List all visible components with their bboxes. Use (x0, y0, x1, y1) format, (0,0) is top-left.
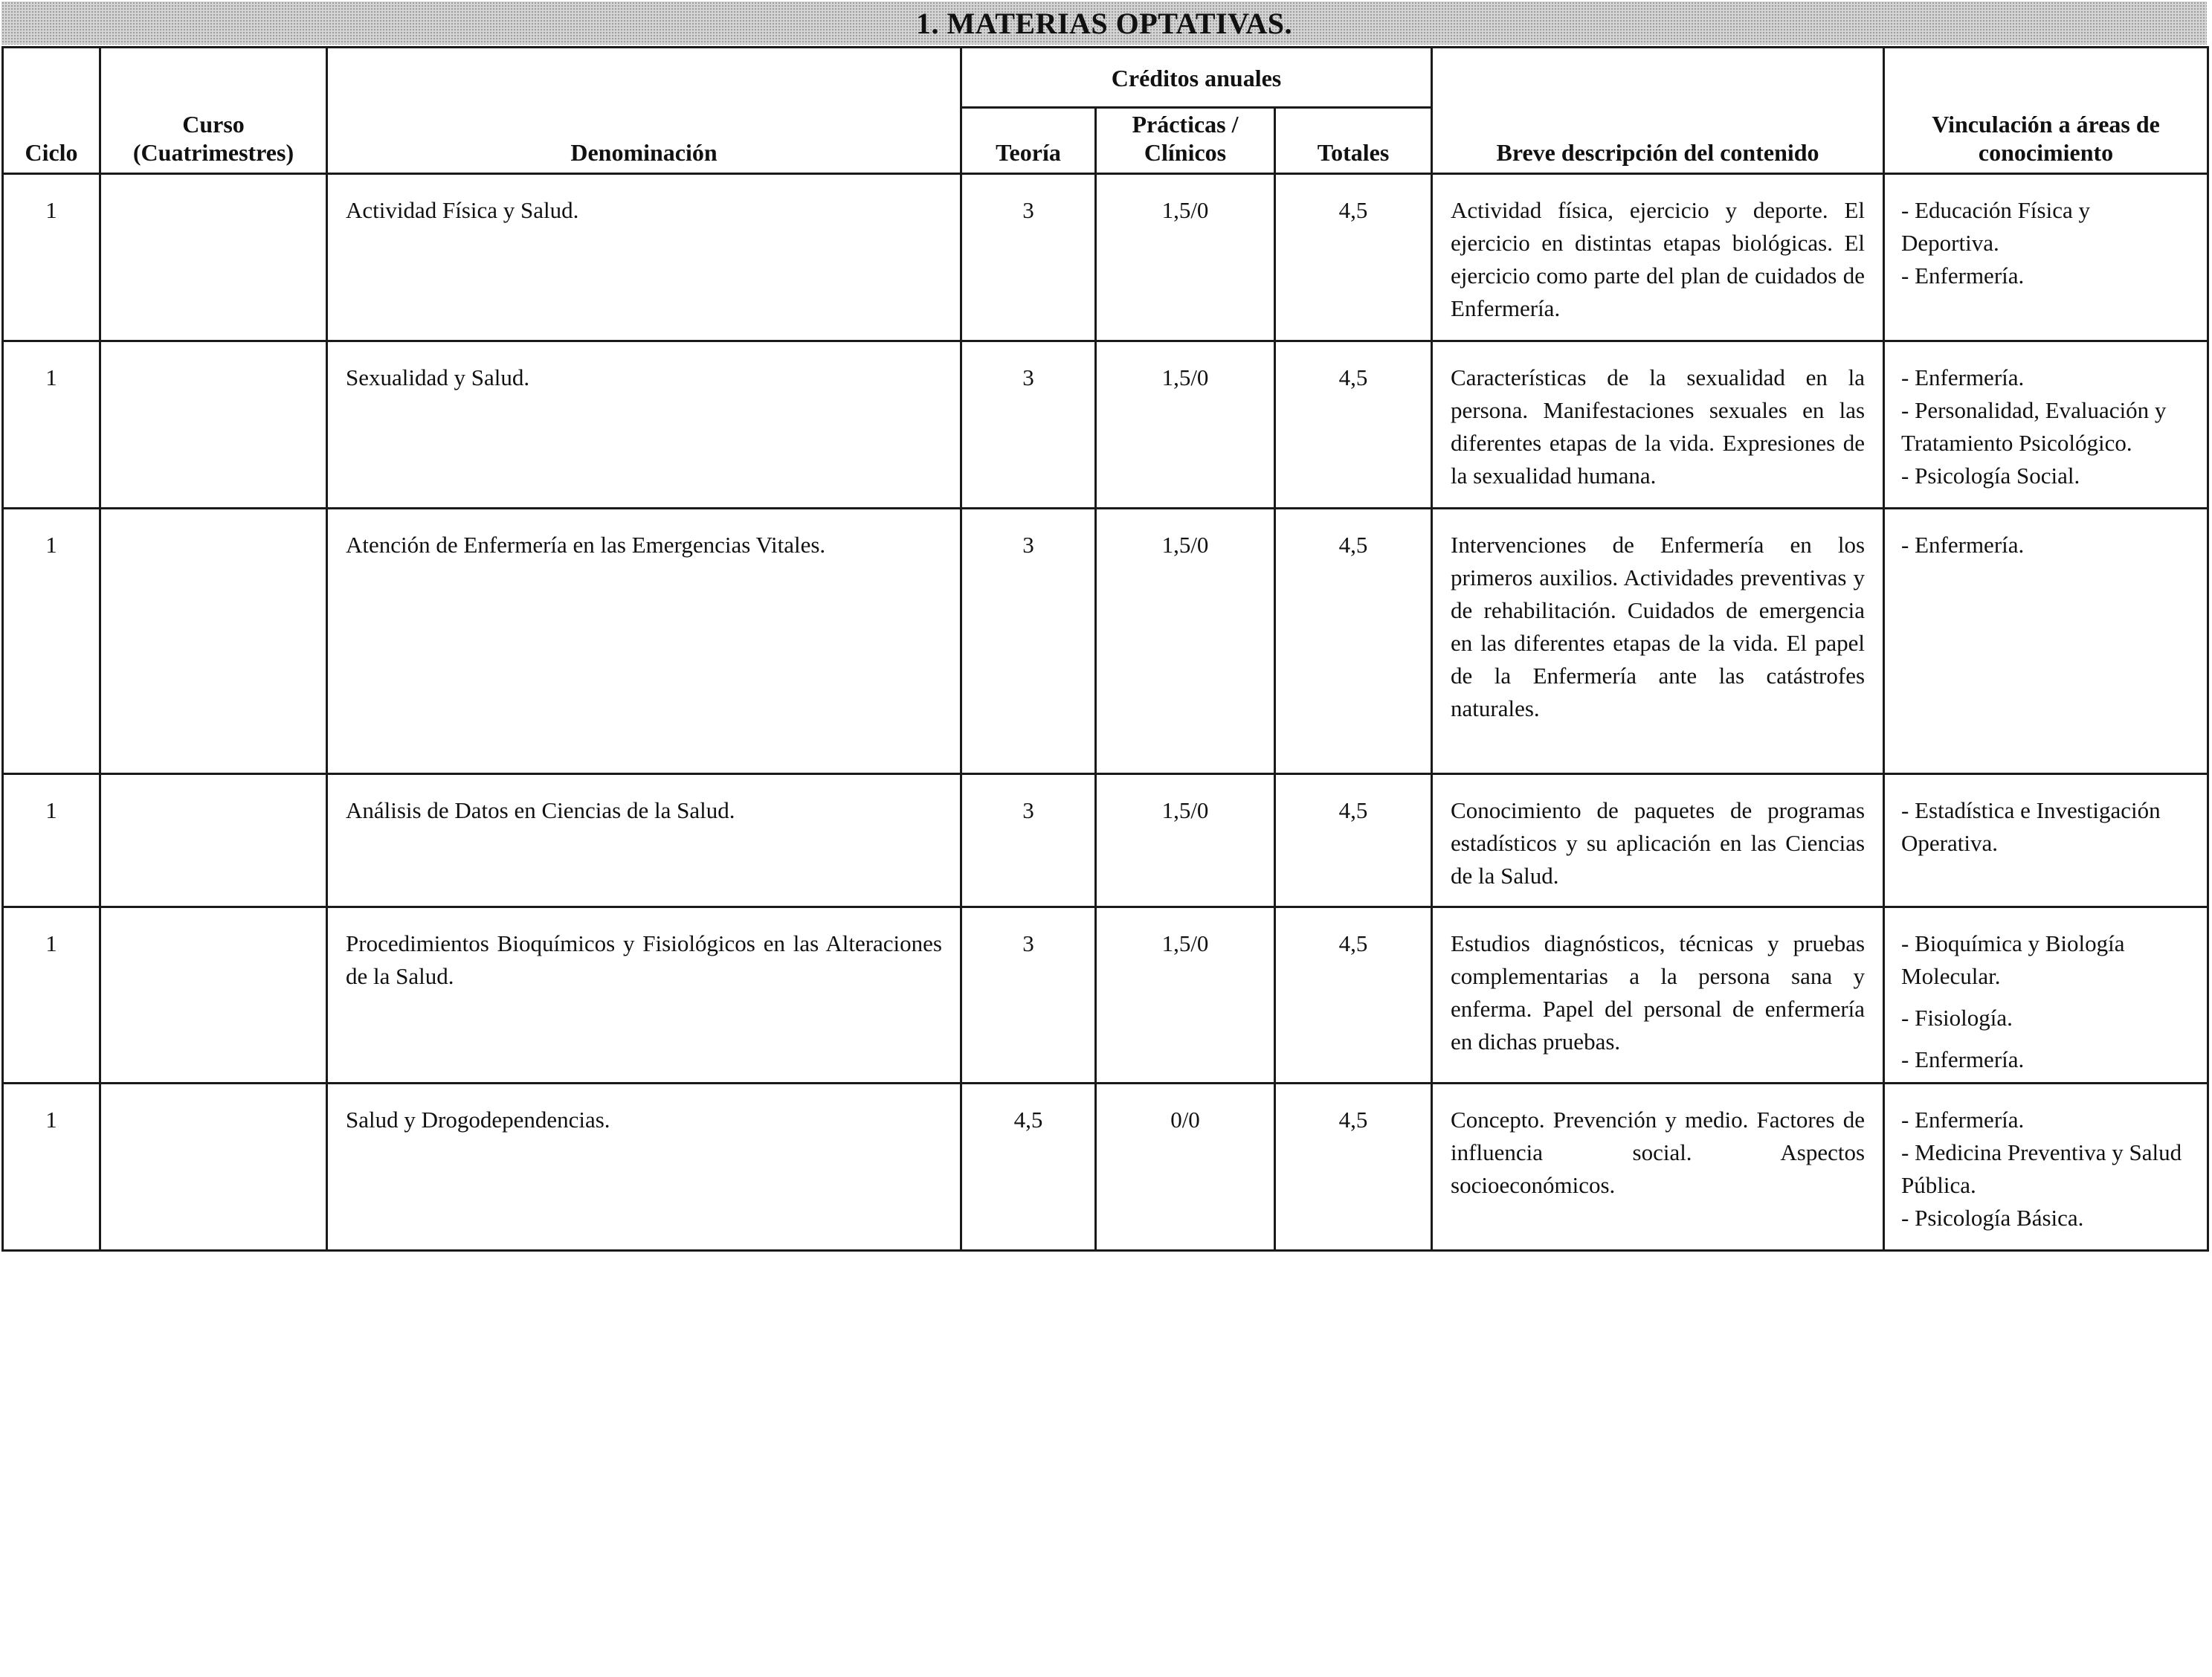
cell-practicas: 1,5/0 (1096, 774, 1275, 907)
header-denominacion: Denominación (327, 48, 961, 174)
area-item: - Medicina Preventiva y Salud Pública. (1901, 1139, 2182, 1198)
area-item: - Personalidad, Evaluación y Tratamiento Psicológico. (1901, 397, 2167, 456)
cell-vinculacion (1884, 509, 2208, 774)
cell-practicas: 1,5/0 (1096, 907, 1275, 1084)
cell-curso (100, 907, 327, 1084)
area-item: - Estadística e Investigación Operativa. (1901, 797, 2161, 856)
area-item: - Psicología Básica. (1901, 1205, 2084, 1231)
cell-denominacion: Procedimientos Bioquímicos y Fisiológicos en las Alteraciones de la Salud. (327, 907, 961, 1084)
cell-teoria: 3 (961, 907, 1096, 1084)
cell-totales: 4,5 (1275, 774, 1432, 907)
cell-totales: 4,5 (1275, 907, 1432, 1084)
cell-totales: 4,5 (1275, 174, 1432, 341)
area-item: - Enfermería. (1901, 532, 2025, 558)
table-body (3, 174, 2208, 1251)
cell-teoria: 3 (961, 774, 1096, 907)
header-practicas: Prácticas / Clínicos (1096, 108, 1275, 174)
cell-vinculacion (1884, 907, 2208, 1084)
section-title-bar (1, 1, 2207, 45)
area-item: - Enfermería. (1901, 263, 2025, 289)
cell-vinculacion (1884, 341, 2208, 509)
area-item: - Psicología Social. (1901, 463, 2080, 489)
cell-curso (100, 174, 327, 341)
cell-ciclo: 1 (3, 341, 100, 509)
cell-vinculacion (1884, 774, 2208, 907)
cell-ciclo: 1 (3, 907, 100, 1084)
cell-curso (100, 509, 327, 774)
cell-practicas: 1,5/0 (1096, 509, 1275, 774)
cell-denominacion: Sexualidad y Salud. (327, 341, 961, 509)
area-item: - Enfermería. (1901, 1107, 2025, 1133)
cell-vinculacion (1884, 174, 2208, 341)
area-item: - Fisiología. (1901, 1005, 2013, 1031)
cell-descripcion: Conocimiento de paquetes de programas estadísticos y su aplicación en las Ciencias de la Salud. (1432, 774, 1884, 907)
cell-denominacion: Atención de Enfermería en las Emergencias Vitales. (327, 509, 961, 774)
header-totales: Totales (1275, 108, 1432, 174)
area-item: - Educación Física y Deportiva. (1901, 197, 2090, 256)
section-title: 1. MATERIAS OPTATIVAS. (916, 6, 1292, 40)
cell-practicas: 1,5/0 (1096, 174, 1275, 341)
header-creditos-anuales: Créditos anuales (961, 48, 1432, 108)
header-teoria: Teoría (961, 108, 1096, 174)
cell-totales: 4,5 (1275, 341, 1432, 509)
cell-teoria: 3 (961, 174, 1096, 341)
cell-practicas: 1,5/0 (1096, 341, 1275, 509)
table-row (3, 174, 2208, 341)
cell-totales: 4,5 (1275, 1084, 1432, 1251)
header-ciclo: Ciclo (3, 48, 100, 174)
cell-ciclo: 1 (3, 1084, 100, 1251)
optional-subjects-table (1, 46, 2209, 1252)
table-row (3, 907, 2208, 1084)
cell-teoria: 4,5 (961, 1084, 1096, 1251)
table-row (3, 509, 2208, 774)
cell-teoria: 3 (961, 509, 1096, 774)
cell-descripcion: Concepto. Prevención y medio. Factores de influencia social. Aspectos socioeconómicos. (1432, 1084, 1884, 1251)
cell-denominacion: Actividad Física y Salud. (327, 174, 961, 341)
cell-descripcion: Estudios diagnósticos, técnicas y pruebas complementarias a la persona sana y enferma. Papel del personal de enfermería en dichas pruebas. (1432, 907, 1884, 1084)
cell-curso (100, 774, 327, 907)
cell-denominacion: Análisis de Datos en Ciencias de la Salud. (327, 774, 961, 907)
header-descripcion: Breve descripción del contenido (1432, 48, 1884, 174)
area-item: - Enfermería. (1901, 1046, 2025, 1072)
cell-descripcion: Intervenciones de Enfermería en los primeros auxilios. Actividades preventivas y de rehabilitación. Cuidados de emergencia en las diferentes etapas de la vida. El papel de la Enfermería ante las catástrofes naturales. (1432, 509, 1884, 774)
table-row (3, 774, 2208, 907)
cell-teoria: 3 (961, 341, 1096, 509)
table-header (3, 48, 2208, 174)
cell-curso (100, 1084, 327, 1251)
cell-descripcion: Actividad física, ejercicio y deporte. El ejercicio en distintas etapas biológicas. El ejercicio como parte del plan de cuidados de Enfermería. (1432, 174, 1884, 341)
cell-practicas: 0/0 (1096, 1084, 1275, 1251)
header-curso: Curso (Cuatrimestres) (100, 48, 327, 174)
cell-curso (100, 341, 327, 509)
cell-denominacion: Salud y Drogodependencias. (327, 1084, 961, 1251)
area-item: - Bioquímica y Biología Molecular. (1901, 930, 2125, 989)
cell-vinculacion (1884, 1084, 2208, 1251)
area-item: - Enfermería. (1901, 364, 2025, 390)
table-row (3, 341, 2208, 509)
cell-ciclo: 1 (3, 774, 100, 907)
cell-descripcion: Características de la sexualidad en la persona. Manifestaciones sexuales en las diferentes etapas de la vida. Expresiones de la sexualidad humana. (1432, 341, 1884, 509)
cell-ciclo: 1 (3, 509, 100, 774)
cell-ciclo: 1 (3, 174, 100, 341)
header-vinculacion: Vinculación a áreas de conocimiento (1884, 48, 2208, 174)
cell-totales: 4,5 (1275, 509, 1432, 774)
table-row (3, 1084, 2208, 1251)
